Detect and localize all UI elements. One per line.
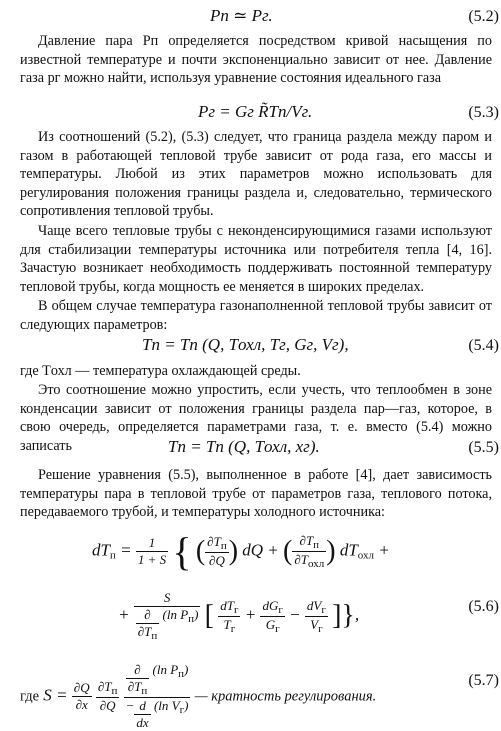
- equation-5-4-number: (5.4): [468, 337, 499, 354]
- equation-5-7-suffix: — кратность регулирования.: [194, 688, 377, 705]
- paragraph-4: В общем случае температура газонаполненной тепловой трубы зависит от следующих параметров:: [20, 298, 492, 333]
- equation-5-3: [198, 102, 312, 122]
- equation-5-2: [210, 6, 273, 26]
- equation-5-3-text: Pг = Gг R̃Tп/Vг.: [198, 102, 313, 121]
- paragraph-1: Давление пара Pп определяется посредством кривой насыщения по известной температуре и почти экспоненциально зависит от нее. Давление газа pг можно найти, используя уравнение состояния идеального газа: [20, 33, 492, 87]
- paragraph-3: Чаще всего тепловые трубы с неконденсирующимися газами используют для стабилизации температуры источника или потребителя тепла [4, 16]. Зачастую возникает необходимость поддерживать постоянной температуру тепловой трубы, когда мощность ее меняется в широких пределах.: [20, 223, 492, 295]
- equation-5-4: [142, 335, 349, 355]
- paragraph-7: Решение уравнения (5.5), выполненное в работе [4], дает зависимость температуры пара в тепловой трубе от параметров газа, теплового потока, передаваемого трубой, и температуры холодного источника:: [20, 467, 492, 521]
- equation-5-6-number: (5.6): [468, 598, 499, 615]
- paragraph-2: Из соотношений (5.2), (5.3) следует, что граница раздела между паром и газом в работающей тепловой трубе зависит от рода газа, его массы и температуры. Любой из этих параметров можно использовать для регулирования положения границы раздела и, следовательно, термического сопротивления тепловой трубы.: [20, 129, 492, 220]
- equation-5-5: [168, 437, 320, 457]
- equation-5-2-number: (5.2): [468, 8, 499, 25]
- equation-5-5-text: Tп = Tп (Q, Tохл, xг).: [168, 437, 320, 456]
- paragraph-5: где Tохл — температура охлаждающей среды.: [20, 363, 301, 379]
- equation-5-6-line-1: $dT_п$ = $\frac{1}{1 + S}$ { ( $\frac{\partial T_п}{\partial Q}$ ) dQ + ( $\frac{\partial T_п}{\partial T_{охл}}$ ) $dT_{охл}$ +: [92, 529, 390, 574]
- equation-5-4-text: Tп = Tп (Q, Tохл, Tг, Gг, Vг),: [142, 335, 349, 354]
- paragraph-6: Это соотношение можно упростить, если учесть, что теплообмен в зоне конденсации зависит от положения границы раздела пар—газ, которое, в свою очередь, определяется параметрами газа, т. е. вместо (5.4) можно записать: [20, 382, 492, 454]
- equation-5-3-number: (5.3): [468, 104, 499, 121]
- equation-5-7: где S = $\frac{\partial Q}{\partial x}$ $\frac{\partial T_п}{\partial Q}$ $\frac{\partial}{\partial T_п}$ (ln $P_п$) − $\frac{d}{dx}$ (ln $V_г$) — кратность регулирования.: [20, 662, 377, 730]
- equation-5-2-text: Pп ≃ Pг.: [210, 6, 273, 25]
- equation-5-6-line-2: + S $\frac{\partial}{\partial T_п}$ (ln $P_п$) [ $\frac{dT_г}{T_г}$ + $\frac{dG_г}{G_г}$ − $\frac{dV_г}{V_г}$ ]},: [118, 590, 360, 642]
- equation-5-5-number: (5.5): [468, 439, 499, 456]
- equation-5-7-prefix: где: [20, 688, 40, 705]
- equation-5-7-number: (5.7): [468, 672, 499, 689]
